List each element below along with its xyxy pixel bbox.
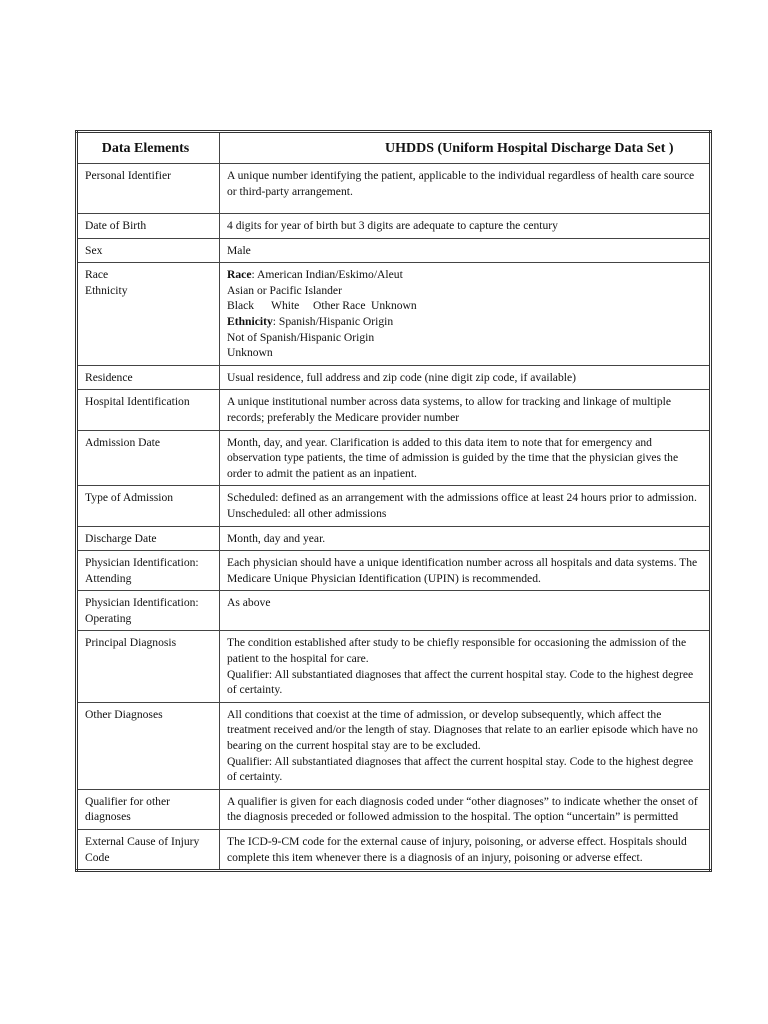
data-element-cell [77, 526, 220, 551]
data-element-cell [77, 591, 220, 631]
uhdds-description-line: records; preferably the Medicare provider number [227, 410, 460, 424]
data-element-label: Hospital Identification [85, 395, 190, 409]
data-element-label: Physician Identification: [85, 596, 199, 610]
ethnicity-option: Not of Spanish/Hispanic Origin [227, 330, 375, 344]
data-element-label: diagnoses [85, 810, 131, 824]
uhdds-description-line: A qualifier is given for each diagnosis coded under “other diagnoses” to indicate whether the onset of [227, 794, 698, 808]
data-element-cell [77, 789, 220, 829]
uhdds-description-cell [220, 430, 711, 486]
uhdds-description-line: complete this item whenever there is a diagnosis of an injury, poisoning or adverse effect. [227, 850, 643, 864]
table-row [77, 164, 711, 214]
uhdds-description-cell [220, 164, 711, 214]
table-row [77, 390, 711, 430]
data-element-label: Residence [85, 370, 133, 384]
data-element-cell [77, 430, 220, 486]
table-row [77, 430, 711, 486]
data-element-label: Personal Identifier [85, 169, 171, 182]
table-row [77, 830, 711, 871]
uhdds-description-cell [220, 486, 711, 526]
uhdds-description-line: A unique institutional number across data systems, to allow for tracking and linkage of multiple [227, 395, 672, 409]
data-element-cell [77, 486, 220, 526]
data-element-label: Ethnicity [85, 283, 128, 297]
data-element-label: Date of Birth [85, 219, 147, 232]
data-element-cell [77, 551, 220, 591]
uhdds-description-line: 4 digits for year of birth but 3 digits are adequate to capture the century [227, 219, 558, 232]
data-element-label: Discharge Date [85, 531, 157, 545]
race-option: Black [227, 299, 255, 313]
data-element-label: Principal Diagnosis [85, 636, 177, 650]
data-element-cell [77, 164, 220, 214]
uhdds-description-line: observation type patients, the time of admission is guided by the time that the physician gives the [227, 451, 679, 465]
race-option: : American Indian/Eskimo/Aleut [251, 268, 403, 282]
uhdds-description-cell [220, 702, 711, 789]
uhdds-description-line: order to admit the patient as an inpatient. [227, 466, 417, 480]
header-row [77, 132, 711, 164]
header-uhdds: UHDDS (Uniform Hospital Discharge Data Set ) [220, 132, 711, 164]
uhdds-description-line: Month, day and year. [227, 531, 326, 545]
table-row [77, 238, 711, 263]
uhdds-description-cell [220, 263, 711, 366]
uhdds-description-cell [220, 238, 711, 263]
data-element-cell [77, 263, 220, 366]
race-label: Race [227, 268, 252, 282]
table-row [77, 486, 711, 526]
table-row [77, 263, 711, 366]
uhdds-description-line: As above [227, 596, 271, 610]
uhdds-description-line: bearing on the current hospital stay are to be excluded. [227, 739, 481, 753]
data-element-label: Qualifier for other [85, 794, 170, 808]
uhdds-description-line: Usual residence, full address and zip code (nine digit zip code, if available) [227, 370, 576, 384]
data-element-cell [77, 390, 220, 430]
ethnicity-option: : Spanish/Hispanic Origin [272, 314, 394, 328]
uhdds-description-line: Scheduled: defined as an arrangement with the admissions office at least 24 hours prior to admission. [227, 491, 697, 505]
data-element-label: Other Diagnoses [85, 707, 163, 721]
table-row [77, 526, 711, 551]
uhdds-description-cell [220, 526, 711, 551]
uhdds-description-cell [220, 591, 711, 631]
data-element-label: Operating [85, 611, 132, 625]
ethnicity-label: Ethnicity [227, 314, 273, 328]
data-element-label: Code [85, 850, 110, 864]
table-row [77, 789, 711, 829]
data-element-cell [77, 830, 220, 871]
uhdds-description-line: Unscheduled: all other admissions [227, 506, 387, 520]
uhdds-description-cell [220, 365, 711, 390]
uhdds-description-line: The condition established after study to be chiefly responsible for occasioning the admission of the [227, 636, 687, 650]
uhdds-description-line: Medicare Unique Physician Identification (UPIN) is recommended. [227, 571, 541, 585]
data-element-label: External Cause of Injury [85, 835, 200, 848]
uhdds-description-line: the diagnosis preceded or followed admission to the hospital. The option “uncertain” is permitted [227, 810, 679, 824]
uhdds-description-cell [220, 830, 711, 871]
uhdds-description-line: treatment received and/or the length of stay. Diagnoses that relate to an earlier episode which have no [227, 723, 698, 737]
uhdds-description-cell [220, 789, 711, 829]
table-row [77, 631, 711, 702]
uhdds-description-line: Each physician should have a unique identification number across all hospitals and data systems. The [227, 556, 698, 570]
uhdds-description-cell [220, 551, 711, 591]
ethnicity-option: Unknown [227, 346, 273, 360]
table-row [77, 214, 711, 239]
table-row [77, 551, 711, 591]
table-row [77, 591, 711, 631]
uhdds-description-line: or third-party arrangement. [227, 184, 353, 198]
uhdds-description-line: of certainty. [227, 683, 283, 697]
table-row [77, 702, 711, 789]
uhdds-description-line: All conditions that coexist at the time of admission, or develop subsequently, which affect the [227, 707, 662, 721]
uhdds-description-line: A unique number identifying the patient, applicable to the individual regardless of health care source [227, 169, 695, 182]
data-element-label: Admission Date [85, 435, 161, 449]
uhdds-description-line: Male [227, 243, 251, 257]
data-element-cell [77, 702, 220, 789]
data-element-label: Race [85, 268, 109, 282]
table-row [77, 365, 711, 390]
race-option: Unknown [371, 299, 417, 313]
data-element-label: Physician Identification: [85, 556, 199, 570]
data-element-label: Type of Admission [85, 491, 174, 505]
data-element-cell [77, 365, 220, 390]
race-option: Asian or Pacific Islander [227, 283, 342, 297]
uhdds-description-line: Qualifier: All substantiated diagnoses that affect the current hospital stay. Code to the highest degree [227, 754, 694, 768]
header-data-elements: Data Elements [77, 132, 220, 164]
uhdds-description-line: Month, day, and year. Clarification is added to this data item to note that for emergency and [227, 435, 652, 449]
uhdds-description-line: of certainty. [227, 770, 283, 784]
uhdds-description-line: patient to the hospital for care. [227, 652, 369, 666]
data-element-label: Attending [85, 571, 132, 585]
uhdds-description-line: Qualifier: All substantiated diagnoses that affect the current hospital stay. Code to the highest degree [227, 667, 694, 681]
data-element-label: Sex [85, 243, 103, 257]
data-element-cell [77, 631, 220, 702]
race-option: White [271, 299, 300, 313]
race-option: Other Race [313, 299, 366, 313]
uhdds-description-line: The ICD-9-CM code for the external cause of injury, poisoning, or adverse effect. Hospitals should [227, 835, 687, 848]
data-element-cell [77, 238, 220, 263]
uhdds-description-cell [220, 390, 711, 430]
uhdds-description-cell [220, 631, 711, 702]
data-element-cell [77, 214, 220, 239]
uhdds-table [75, 130, 712, 872]
uhdds-description-cell [220, 214, 711, 239]
